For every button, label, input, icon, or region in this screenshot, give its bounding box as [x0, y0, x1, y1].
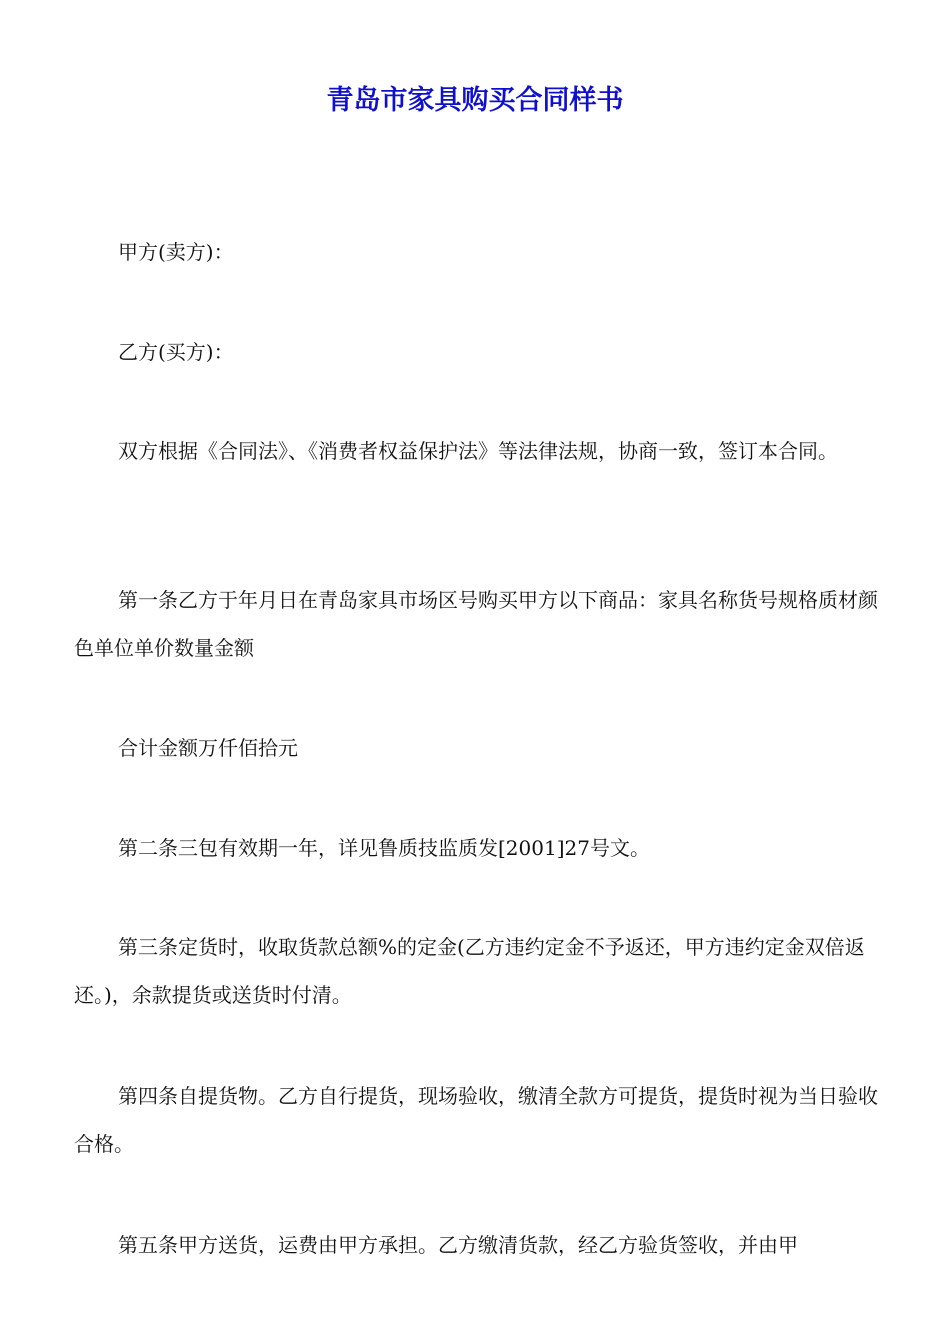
total-amount-line: 合计金额万仟佰拾元: [118, 736, 298, 760]
article-1: 第一条乙方于年月日在青岛家具市场区号购买甲方以下商品：家具名称货号规格质材颜色单位单价数量金额: [74, 588, 878, 660]
article-4: 第四条自提货物。乙方自行提货，现场验收，缴清全款方可提货，提货时视为当日验收合格。: [74, 1084, 878, 1156]
article-5: 第五条甲方送货，运费由甲方承担。乙方缴清货款，经乙方验货签收，并由甲: [118, 1233, 798, 1257]
document-title: 青岛市家具购买合同样书: [326, 85, 624, 116]
contract-preamble: 双方根据《合同法》、《消费者权益保护法》等法律法规，协商一致，签订本合同。: [118, 439, 838, 463]
party-a-line: 甲方(卖方)：: [118, 240, 234, 264]
party-b-line: 乙方(买方)：: [118, 340, 234, 364]
article-2: 第二条三包有效期一年，详见鲁质技监质发[2001]27号文。: [118, 836, 650, 860]
article-3: 第三条定货时，收取货款总额%的定金(乙方违约定金不予返还，甲方违约定金双倍返还。)，余款提货或送货时付清。: [74, 935, 865, 1007]
